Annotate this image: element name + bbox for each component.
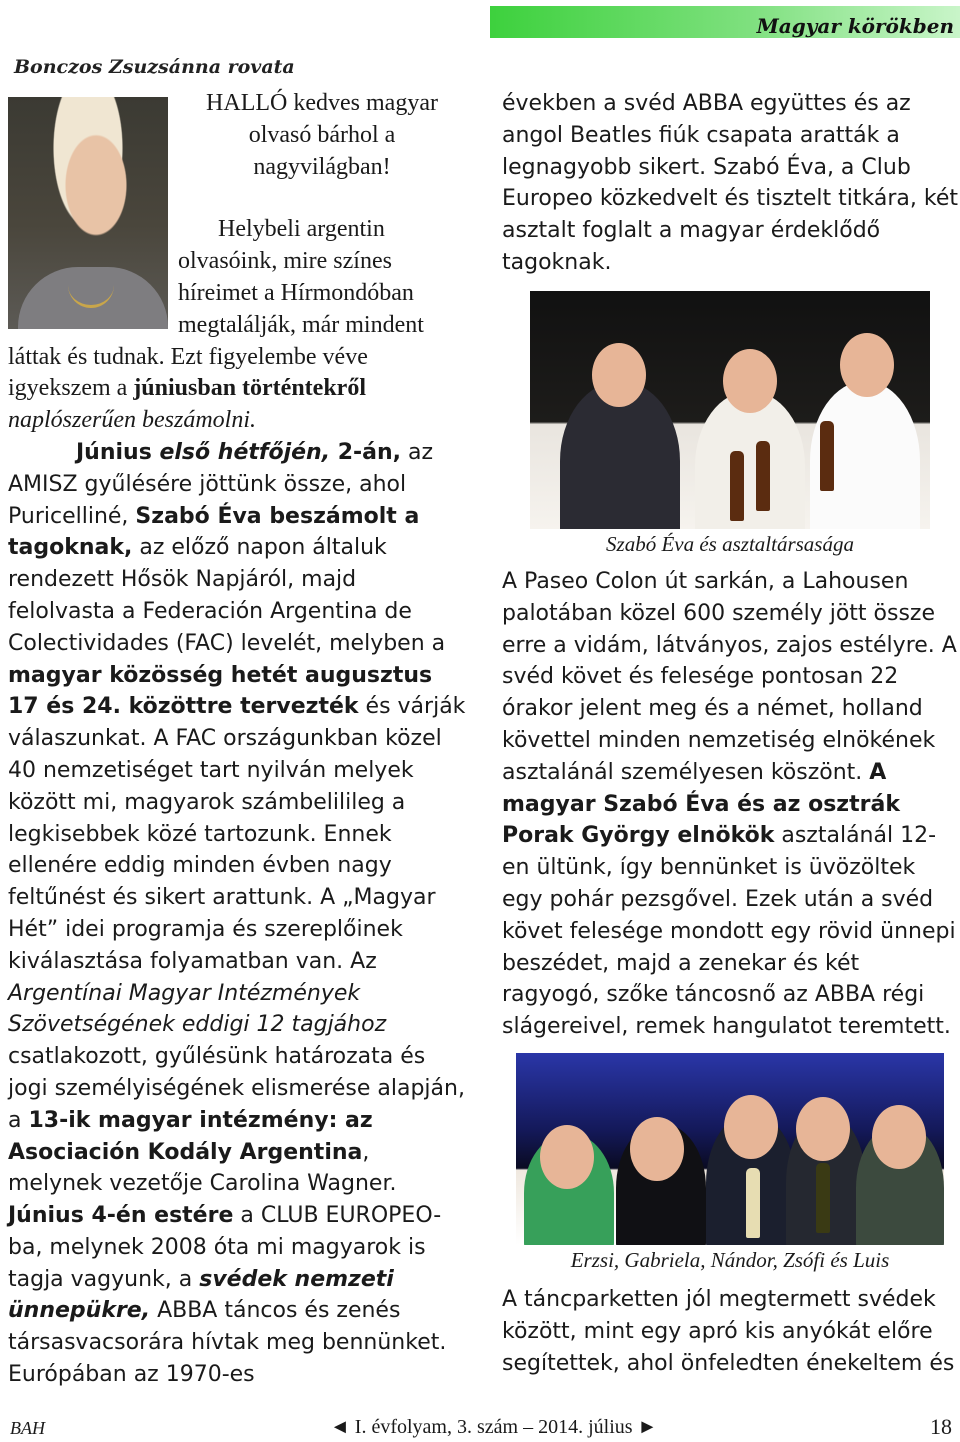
federation-text-3: , melynek vezetője Carolina Wagner. (8, 1139, 397, 1197)
party-text-2: asztalánál 12-en ültünk, így bennünket is üvözöltek egy pohár pezsgővel. Ezek után a svéd követ felesége mondott egy rövid ünnepi beszédet, majd a zenekar és két ragyogó, szőke táncosnő az ABBA régi slágereivel, remek hangulatot teremtett. (502, 823, 956, 1040)
amisz-text-3: és várják válaszunkat. (8, 694, 466, 752)
bottle-4 (746, 1168, 760, 1238)
june-2: 2-án, (330, 439, 402, 465)
face-1 (592, 343, 646, 407)
june-word: Június (76, 439, 152, 465)
photo-table-group (516, 1053, 944, 1245)
face-e (872, 1105, 926, 1169)
community-week: magyar közösség hetét augusztus 17 és 24. közöttre tervezték (8, 662, 433, 720)
photo-caption-1: Szabó Éva és asztaltársasága (606, 532, 854, 556)
face-c (724, 1095, 778, 1159)
bottle-1 (730, 451, 744, 521)
footer-issue: ◄ I. évfolyam, 3. szám – 2014. július ► (330, 1416, 658, 1438)
intro-bold: júniusban történtekről (133, 375, 366, 402)
kodaly-bold: 13-ik magyar intézmény: az Asociación Kodály Argentina (8, 1107, 373, 1165)
bottle-2 (756, 441, 770, 511)
face-a (540, 1125, 594, 1189)
dance-paragraph: A táncparketten jól megtermett svédek között, mint egy apró kis anyókát előre segítettek, ahol önfeledten énekeltem és (502, 1287, 955, 1376)
party-text-1: A Paseo Colon út sarkán, a Lahousen palotában közel 600 személy jött össze erre a vidám, látványos, zajos estélyre. A svéd követ és felesége pontosan 22 órakor jelent meg és a német, holland követtel minden nemzetiség elnökének asztalánál személyesen köszönt. (502, 569, 957, 785)
page-number: 18 (930, 1414, 952, 1439)
amisz-text-2: az előző napon általuk rendezett Hősök Napjáról, majd felolvasta a Federación Argentina de Colectividades (FAC) levelét, melyben a (8, 535, 446, 656)
federation-text-1: Az (343, 948, 377, 974)
abba-paragraph: években a svéd ABBA együttes és az angol Beatles fiúk csapata aratták a legnagyobb sikert. Szabó Éva, a Club Europeo közkedvelt és tisztelt titkára, két asztalt foglalt a magyar érdeklődő tagoknak. (502, 91, 958, 275)
greeting: HALLÓ kedves magyar olvasó bárhol a nagyvilágban! (206, 90, 438, 180)
szabo-report: Szabó Éva beszámolt a tagoknak, (8, 503, 420, 561)
face-2 (723, 349, 777, 413)
amisz-paragraph (8, 437, 466, 1200)
photo-caption-2: Erzsi, Gabriela, Nándor, Zsófi és Luis (570, 1248, 890, 1272)
amisz-text-1: az AMISZ gyűlésére jöttünk össze, ahol Puricelliné, (8, 439, 434, 529)
club-text-1: a CLUB EUROPEO-ba, melynek 2008 óta mi magyarok is tagja vagyunk, a (8, 1203, 442, 1292)
section-title: Magyar körökben (756, 14, 954, 38)
swedish-holiday: svédek nemzeti ünnepükre, (8, 1266, 394, 1324)
party-paragraph (502, 566, 958, 1043)
face-b (630, 1117, 684, 1181)
photo-szabo-table (530, 291, 930, 529)
bottle-5 (816, 1163, 830, 1233)
fac-text: A FAC országunkban közel 40 nemzetiséget tart nyilván melyek között mi, magyarok számbelilileg a legkisebbek közé tartozunk. Ennek ellenére eddig minden évben nagy feltűnést és sikert arattunk. A „Magyar Hét” idei programja és szereplőinek kiválasztása folyamatban van. (8, 726, 442, 974)
footer-publisher: BAH (10, 1418, 45, 1438)
first-monday: első hétfőjén, (151, 439, 331, 465)
intro-italic: naplószerűen beszámolni. (8, 407, 256, 434)
federation-text-2: csatlakozott, gyűlésünk határozata és jogi személyiségének elismerése alapján, a (8, 1044, 465, 1133)
face-d (796, 1097, 850, 1161)
left-column (8, 88, 466, 1391)
club-europeo-paragraph (8, 1200, 466, 1391)
intro-text: Helybeli argentin olvasóink, mire színes híreimet a Hírmondóban megtalálják, már mindent láttak és tudnak. Ezt figyelembe véve igyekszem a (8, 216, 424, 402)
column-byline: Bonczos Zsuzsánna rovata (14, 56, 295, 78)
federation-italic: Argentínai Magyar Intézmények Szövetségének eddigi 12 tagjához (8, 980, 387, 1038)
section-header-bar (490, 6, 960, 38)
bottle-3 (820, 421, 834, 491)
presidents-bold: A magyar Szabó Éva és az osztrák Porak György elnökök (502, 759, 900, 849)
right-column (502, 88, 958, 279)
face-3 (840, 333, 894, 397)
june-4-bold: Június 4-én estére (8, 1203, 234, 1229)
portrait-spacer (0, 88, 168, 333)
club-text-2: ABBA táncos és zenés társasvacsorára hívtak meg bennünket. Európában az 1970-es (8, 1298, 447, 1388)
